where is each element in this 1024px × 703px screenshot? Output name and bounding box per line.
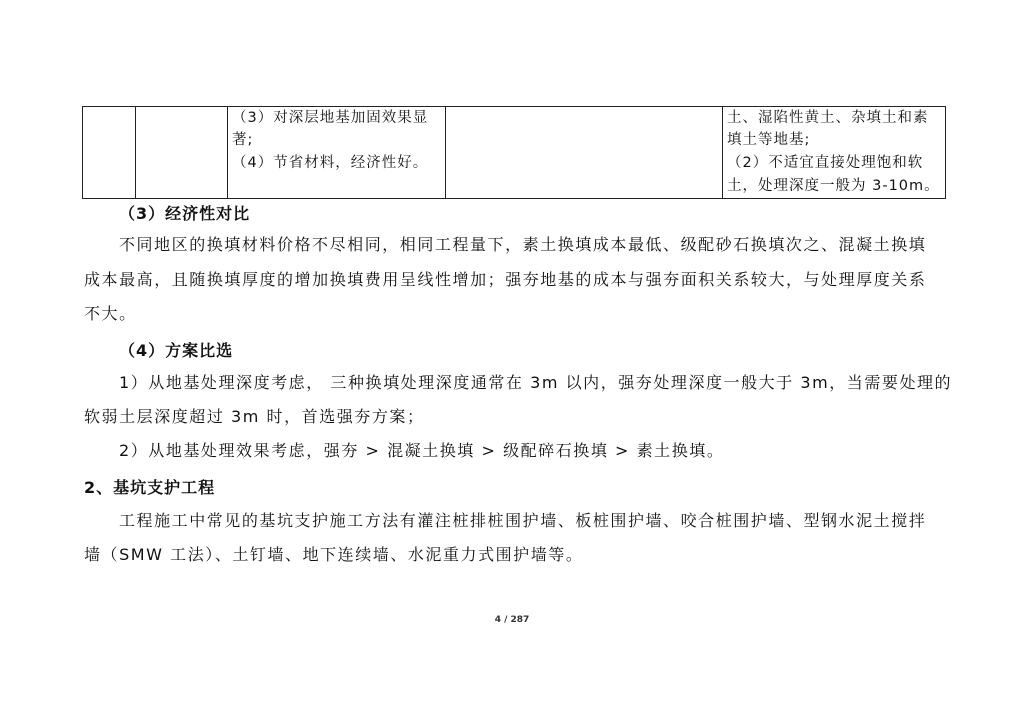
table-cell-applicability-line: 填土等地基; xyxy=(727,132,811,148)
comparison-table-fragment xyxy=(82,106,946,199)
table-bottom-border xyxy=(82,198,946,199)
paragraph-line: 不同地区的换填材料价格不尽相同，相同工程量下，素土换填成本最低、级配砂石换填次之、混凝土换填 xyxy=(119,235,927,254)
paragraph-line: 成本最高，且随换填厚度的增加换填费用呈线性增加；强夯地基的成本与强夯面积关系较大，与处理厚度关系 xyxy=(84,270,927,289)
table-col-border xyxy=(227,106,228,199)
section-heading-pit-support: 2、基坑支护工程 xyxy=(84,478,216,497)
paragraph-line: 软弱土层深度超过 3m 时，首选强夯方案； xyxy=(84,407,425,426)
table-cell-advantages-line: （3）对深层地基加固效果显 xyxy=(232,110,429,126)
paragraph-line: 1）从地基处理深度考虑， 三种换填处理深度通常在 3m 以内，强夯处理深度一般大于 3m，当需要处理的 xyxy=(119,373,953,392)
section-heading-economy: （3）经济性对比 xyxy=(119,204,251,223)
page-number: 4 / 287 xyxy=(494,615,530,625)
table-cell-applicability-line: （2）不适宜直接处理饱和软 xyxy=(727,155,924,171)
paragraph-line: 墙（SMW 工法）、土钉墙、地下连续墙、水泥重力式围护墙等。 xyxy=(84,545,584,564)
paragraph-line: 2）从地基处理效果考虑，强夯 > 混凝土换填 > 级配碎石换填 > 素土换填。 xyxy=(119,441,725,460)
table-col-border xyxy=(945,106,946,199)
table-col-border xyxy=(135,106,136,199)
table-cell-advantages-line: （4）节省材料，经济性好。 xyxy=(232,155,429,171)
table-col-border xyxy=(445,106,446,199)
table-cell-advantages-line: 著; xyxy=(232,132,254,148)
section-heading-scheme-selection: （4）方案比选 xyxy=(119,341,234,360)
paragraph-line: 不大。 xyxy=(84,304,137,323)
table-cell-applicability-line: 土、湿陷性黄土、杂填土和素 xyxy=(727,110,929,126)
table-col-border xyxy=(722,106,723,199)
paragraph-line: 工程施工中常见的基坑支护施工方法有灌注桩排桩围护墙、板桩围护墙、咬合桩围护墙、型钢水泥土搅拌 xyxy=(119,511,927,530)
table-col-border xyxy=(82,106,83,199)
table-cell-applicability-line: 土，处理深度一般为 3-10m。 xyxy=(727,178,940,194)
